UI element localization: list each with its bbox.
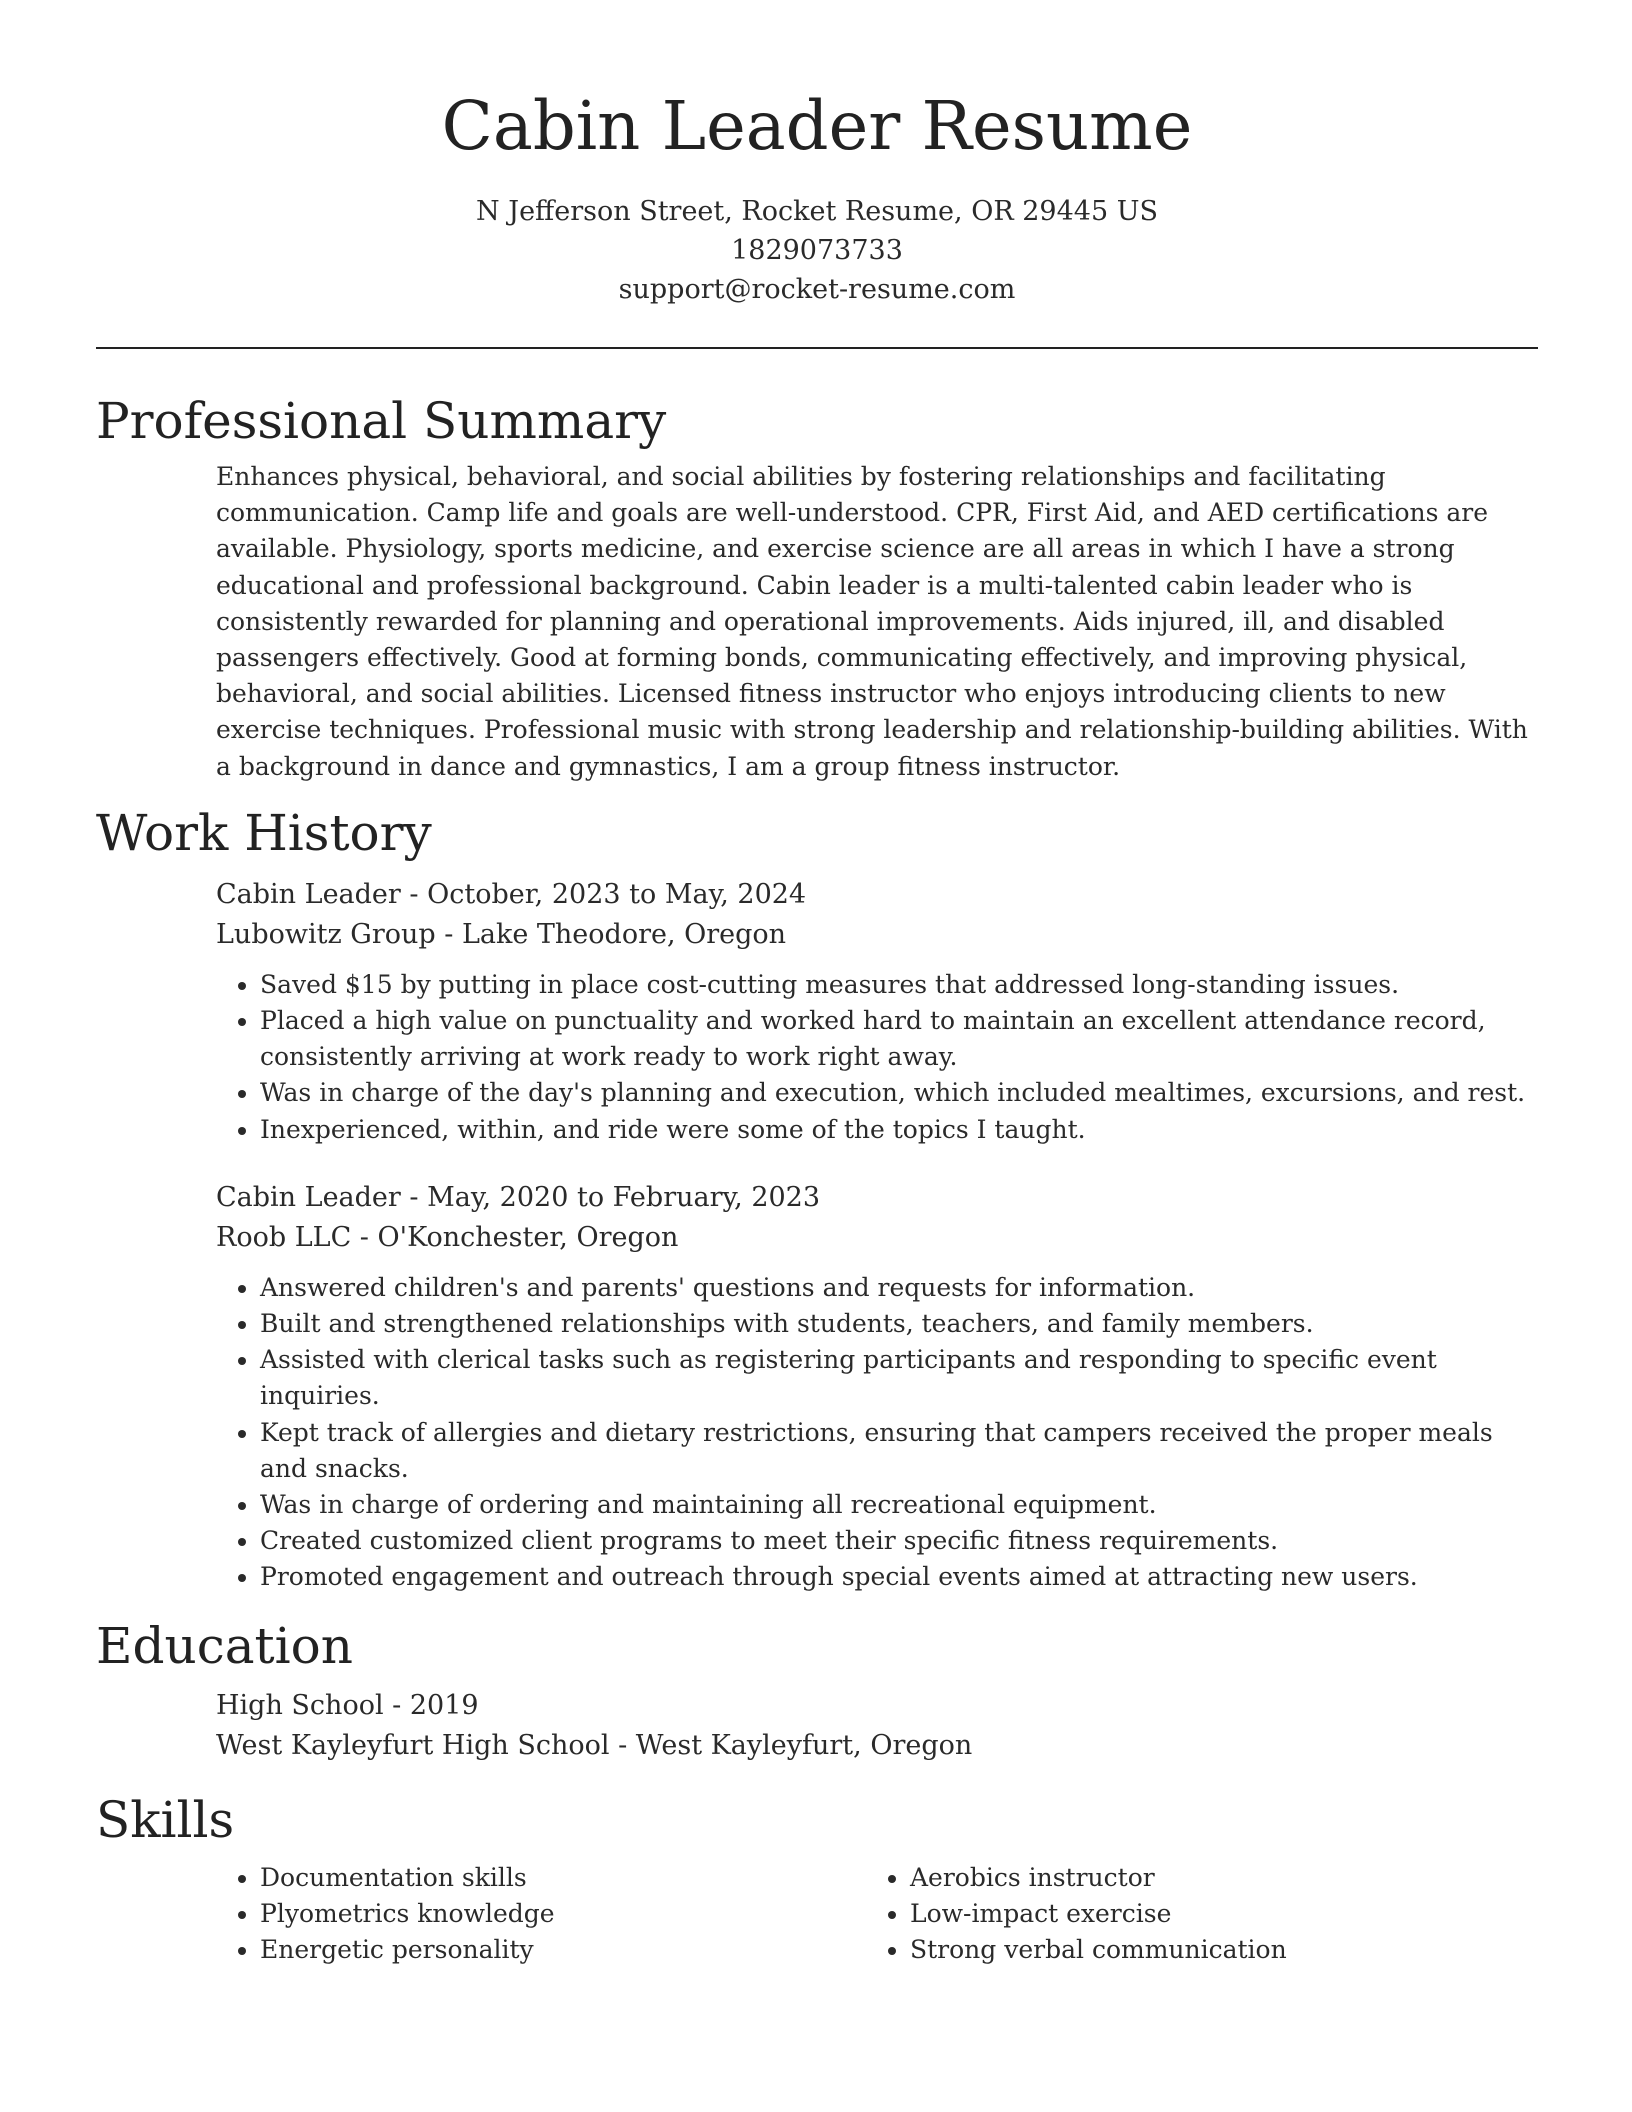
- summary-section: [96, 391, 1538, 785]
- skills-heading: Skills: [96, 1790, 235, 1849]
- resume-page: [96, 0, 1538, 1968]
- job-bullet: • Inexperienced, within, and ride were some of the topics I taught.: [260, 1112, 1538, 1148]
- resume-header: [96, 0, 1538, 309]
- job-bullet: • Built and strengthened relationships with students, teachers, and family members.: [260, 1306, 1538, 1342]
- education-degree-line: High School - 2019: [216, 1689, 479, 1721]
- job-bullet: • Placed a high value on punctuality and worked hard to maintain an excellent attendance record, consistently arriving at work ready to work right away.: [260, 1003, 1538, 1075]
- job-role-line: Cabin Leader - October, 2023 to May, 2024: [216, 878, 807, 910]
- skills-column-right: [866, 1860, 1516, 1968]
- job-entry: [96, 875, 1538, 1148]
- work-history-heading: Work History: [96, 803, 432, 862]
- job-bullet: • Promoted engagement and outreach through special events aimed at attracting new users.: [260, 1559, 1538, 1595]
- job-bullet: • Was in charge of the day's planning and execution, which included mealtimes, excursions, and rest.: [260, 1075, 1538, 1111]
- contact-address: N Jefferson Street, Rocket Resume, OR 29445 US: [476, 196, 1158, 227]
- education-section: [96, 1616, 1538, 1766]
- job-bullet: • Saved $15 by putting in place cost-cutting measures that addressed long-standing issues.: [260, 967, 1538, 1003]
- job-bullet: • Kept track of allergies and dietary restrictions, ensuring that campers received the proper meals and snacks.: [260, 1415, 1538, 1487]
- contact-email: support@rocket-resume.com: [618, 274, 1016, 305]
- job-bullet: • Was in charge of ordering and maintaining all recreational equipment.: [260, 1487, 1538, 1523]
- education-school-line: West Kayleyfurt High School - West Kayleyfurt, Oregon: [216, 1729, 973, 1761]
- job-bullet: • Assisted with clerical tasks such as registering participants and responding to specific event inquiries.: [260, 1342, 1538, 1414]
- job-bullet: • Created customized client programs to meet their specific fitness requirements.: [260, 1523, 1538, 1559]
- summary-text: Enhances physical, behavioral, and social abilities by fostering relationships and facilitating communication. Camp life and goals are well-understood. CPR, First Aid, and AED certifications are available. Physiology, sports medicine, and exercise science are all areas in which I have a strong educational and professional background. Cabin leader is a multi-talented cabin leader who is consistently rewarded for planning and operational improvements. Aids injured, ill, and disabled passengers effectively. Good at forming bonds, communicating effectively, and improving physical, behavioral, and social abilities. Licensed fitness instructor who enjoys introducing clients to new exercise techniques. Professional music with strong leadership and relationship-building abilities. With a background in dance and gymnastics, I am a group fitness instructor.: [216, 462, 1528, 781]
- skill-item: • Strong verbal communication: [910, 1932, 1516, 1968]
- header-divider: [96, 347, 1538, 349]
- skill-item: • Low-impact exercise: [910, 1896, 1516, 1932]
- education-heading: Education: [96, 1616, 353, 1675]
- summary-heading: Professional Summary: [96, 392, 667, 450]
- job-bullets: [216, 967, 1538, 1148]
- job-company-line: Roob LLC - O'Konchester, Oregon: [216, 1221, 679, 1253]
- work-history-section: [96, 803, 1538, 1596]
- contact-phone: 1829073733: [731, 235, 903, 266]
- job-entry: [96, 1178, 1538, 1596]
- skill-item: • Aerobics instructor: [910, 1860, 1516, 1896]
- job-bullets: [216, 1270, 1538, 1596]
- skill-item: • Documentation skills: [260, 1860, 866, 1896]
- skills-column-left: [216, 1860, 866, 1968]
- resume-title: Cabin Leader Resume: [441, 87, 1193, 165]
- job-role-line: Cabin Leader - May, 2020 to February, 2023: [216, 1181, 821, 1213]
- skill-item: • Plyometrics knowledge: [260, 1896, 866, 1932]
- contact-block: [96, 192, 1538, 309]
- skills-section: [96, 1790, 1538, 1968]
- job-company-line: Lubowitz Group - Lake Theodore, Oregon: [216, 918, 787, 950]
- job-bullet: • Answered children's and parents' questions and requests for information.: [260, 1270, 1538, 1306]
- skill-item: • Energetic personality: [260, 1932, 866, 1968]
